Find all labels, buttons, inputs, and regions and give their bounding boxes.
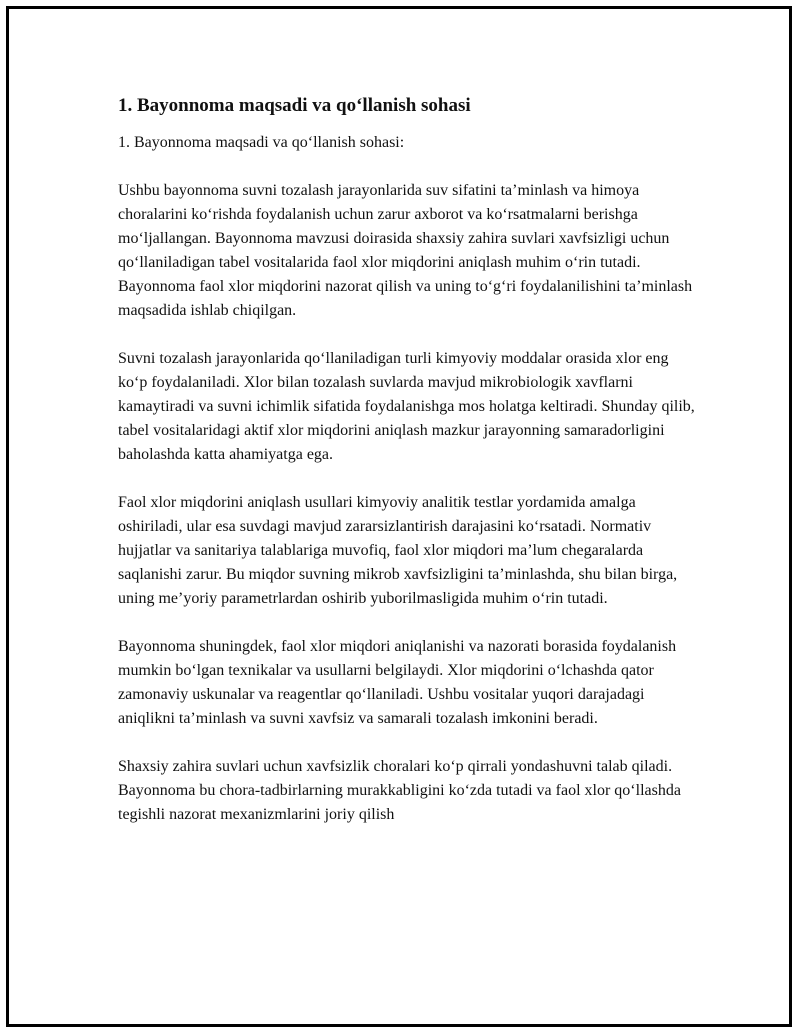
paragraph-2: Suvni tozalash jarayonlarida qo‘llaniladigan turli kimyoviy moddalar orasida xlor eng ko‘p foydalaniladi. Xlor bilan tozalash suvlarda mavjud mikrobiologik xavflarni kamaytiradi va suvni ichimlik sifatida foydalanishga mos holatga keltiradi. Shunday qilib, tabel vositalaridagi aktif xlor miqdorini aniqlash mazkur jarayonning samaradorligini baholashda katta ahamiyatga ega.: [118, 350, 695, 463]
section-heading: 1. Bayonnoma maqsadi va qo‘llanish sohasi: [118, 95, 471, 116]
document-body: [118, 93, 698, 827]
paragraph-3: Faol xlor miqdorini aniqlash usullari kimyoviy analitik testlar yordamida amalga oshiriladi, ular esa suvdagi mavjud zararsizlantirish darajasini ko‘rsatadi. Normativ hujjatlar va sanitariya talablariga muvofiq, faol xlor miqdori ma’lum chegaralarda saqlanishi zarur. Bu miqdor suvning mikrob xavfsizligini ta’minlashda, shu bilan birga, uning me’yoriy parametrlardan oshirib yuborilmasligida muhim o‘rin tutadi.: [118, 494, 678, 607]
paragraph-4: Bayonnoma shuningdek, faol xlor miqdori aniqlanishi va nazorati borasida foydalanish mumkin bo‘lgan texnikalar va usullarni belgilaydi. Xlor miqdorini o‘lchashda qator zamonaviy uskunalar va reagentlar qo‘llaniladi. Ushbu vositalar yuqori darajadagi aniqlikni ta’minlash va suvni xavfsiz va samarali tozalash imkonini beradi.: [118, 638, 677, 727]
section-subheading: 1. Bayonnoma maqsadi va qo‘llanish sohasi:: [118, 134, 405, 151]
paragraph-1: Ushbu bayonnoma suvni tozalash jarayonlarida suv sifatini ta’minlash va himoya choralarini ko‘rishda foydalanish uchun zarur axborot va ko‘rsatmalarni berishga mo‘ljallangan. Bayonnoma mavzusi doirasida shaxsiy zahira suvlari xavfsizligi uchun qo‘llaniladigan tabel vositalarida faol xlor miqdorini aniqlash muhim o‘rin tutadi. Bayonnoma faol xlor miqdorini nazorat qilish va uning to‘g‘ri foydalanilishini ta’minlash maqsadida ishlab chiqilgan.: [118, 182, 693, 319]
paragraph-5: Shaxsiy zahira suvlari uchun xavfsizlik choralari ko‘p qirrali yondashuvni talab qiladi. Bayonnoma bu chora-tadbirlarning murakkabligini ko‘zda tutadi va faol xlor qo‘llashda tegishli nazorat mexanizmlarini joriy qilish: [118, 758, 681, 823]
